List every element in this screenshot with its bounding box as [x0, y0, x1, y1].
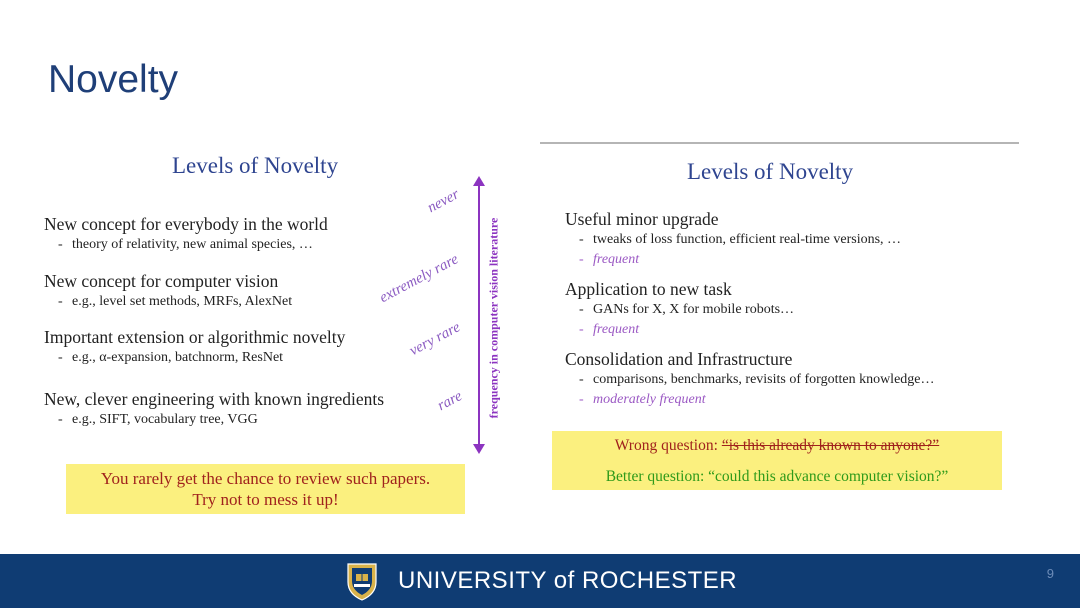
- left-highlight-note: [66, 464, 465, 514]
- right-item-2-frequency: - frequent: [565, 320, 794, 340]
- left-note-line-1: You rarely get the chance to review such papers.: [100, 469, 431, 488]
- right-item-1-example: - tweaks of loss function, efficient real-time versions, …: [565, 230, 901, 250]
- frequency-label-rare: rare: [435, 388, 465, 415]
- university-name: UNIVERSITY of ROCHESTER: [398, 567, 738, 594]
- left-item-2: [44, 270, 292, 312]
- right-item-1-title: Useful minor upgrade: [565, 209, 719, 229]
- left-item-3: [44, 326, 345, 368]
- left-item-1-example: - theory of relativity, new animal species, …: [44, 235, 328, 255]
- wrong-question-prefix: Wrong question:: [614, 437, 722, 454]
- footer-bar: [0, 554, 1080, 608]
- right-item-3: [565, 348, 935, 410]
- right-highlight-note: [552, 431, 1002, 490]
- left-item-4: [44, 388, 384, 430]
- right-item-2-example: - GANs for X, X for mobile robots…: [565, 300, 794, 320]
- right-item-1: [565, 208, 901, 270]
- left-item-4-example: - e.g., SIFT, vocabulary tree, VGG: [44, 410, 384, 430]
- left-item-2-title: New concept for computer vision: [44, 271, 279, 291]
- wrong-question-line: [552, 437, 1002, 455]
- right-item-1-frequency: - frequent: [565, 250, 901, 270]
- page-number: 9: [1046, 566, 1054, 581]
- frequency-label-extremely-rare: extremely rare: [377, 251, 462, 307]
- left-panel-heading: Levels of Novelty: [172, 153, 339, 178]
- right-item-3-example: - comparisons, benchmarks, revisits of forgotten knowledge…: [565, 370, 935, 390]
- left-item-4-title: New, clever engineering with known ingredients: [44, 389, 385, 409]
- left-item-3-title: Important extension or algorithmic novelty: [44, 327, 346, 347]
- frequency-axis-arrow-icon: [471, 176, 487, 454]
- frequency-axis-label: frequency in computer vision literature: [486, 217, 501, 419]
- frequency-label-never: never: [425, 186, 462, 217]
- frequency-label-very-rare: very rare: [407, 319, 463, 360]
- left-item-1: [44, 213, 328, 255]
- right-item-2-title: Application to new task: [565, 279, 732, 299]
- left-note-line-2: Try not to mess it up!: [192, 490, 339, 509]
- slide-title: Novelty: [48, 58, 179, 101]
- left-item-2-example: - e.g., level set methods, MRFs, AlexNet: [44, 292, 292, 312]
- right-item-3-frequency: - moderately frequent: [565, 390, 935, 410]
- left-item-3-example: - e.g., α-expansion, batchnorm, ResNet: [44, 348, 345, 368]
- wrong-question-text: “is this already known to anyone?”: [721, 437, 940, 454]
- right-panel-heading: Levels of Novelty: [687, 159, 854, 184]
- left-item-1-title: New concept for everybody in the world: [44, 214, 328, 234]
- right-panel-divider: [540, 142, 1019, 144]
- university-seal-icon: [342, 560, 382, 602]
- right-item-2: [565, 278, 794, 340]
- better-question-line: Better question: “could this advance computer vision?”: [605, 468, 949, 485]
- right-item-3-title: Consolidation and Infrastructure: [565, 349, 793, 369]
